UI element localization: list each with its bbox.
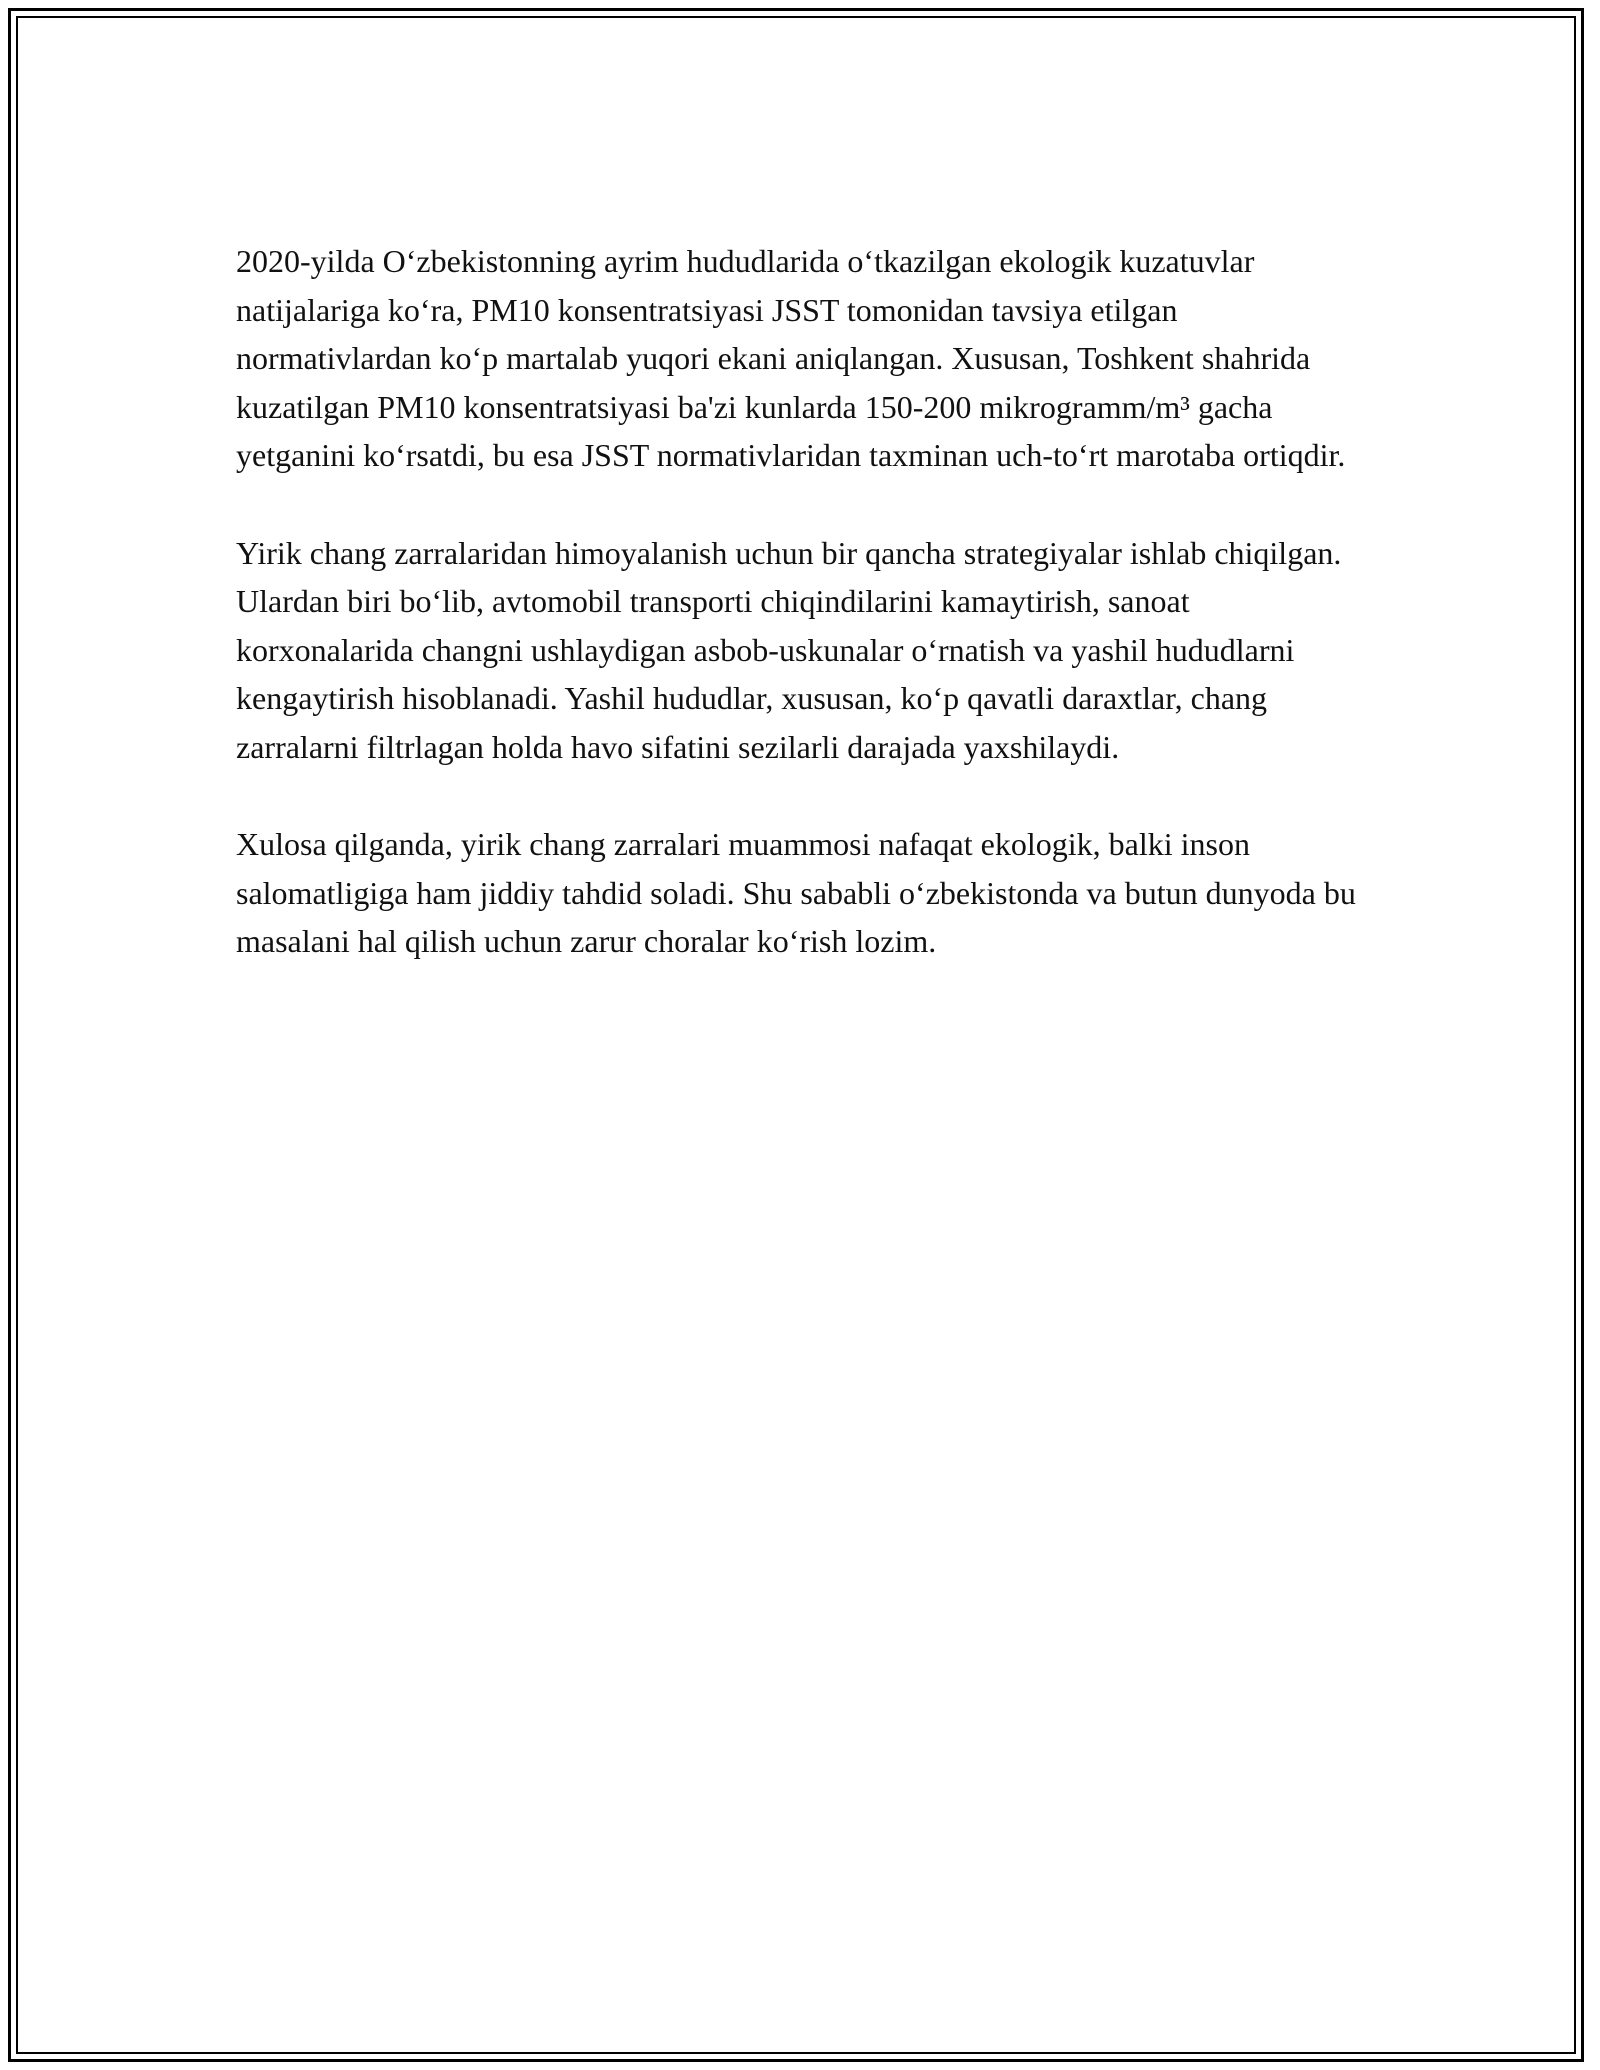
document-body [236,237,1366,1015]
paragraph-pm10-observations: 2020-yilda O‘zbekistonning ayrim hududlarida o‘tkazilgan ekologik kuzatuvlar natijalariga ko‘ra, PM10 konsentratsiyasi JSST tomonidan tavsiya etilgan normativlardan ko‘p martalab yuqori ekani aniqlangan. Xususan, Toshkent shahrida kuzatilgan PM10 konsentratsiyasi ba'zi kunlarda 150-200 mikrogramm/m³ gacha yetganini ko‘rsatdi, bu esa JSST normativlaridan taxminan uch-to‘rt marotaba ortiqdir. [236,243,1346,473]
paragraph-conclusion: Xulosa qilganda, yirik chang zarralari muammosi nafaqat ekologik, balki inson salomatligiga ham jiddiy tahdid soladi. Shu sababli o‘zbekistonda va butun dunyoda bu masalani hal qilish uchun zarur choralar ko‘rish lozim. [236,826,1356,959]
paragraph-protection-strategies: Yirik chang zarralaridan himoyalanish uchun bir qancha strategiyalar ishlab chiqilgan. Ulardan biri bo‘lib, avtomobil transporti chiqindilarini kamaytirish, sanoat korxonalarida changni ushlaydigan asbob-uskunalar o‘rnatish va yashil hududlarni kengaytirish hisoblanadi. Yashil hududlar, xususan, ko‘p qavatli daraxtlar, chang zarralarni filtrlagan holda havo sifatini sezilarli darajada yaxshilaydi. [236,534,1342,765]
